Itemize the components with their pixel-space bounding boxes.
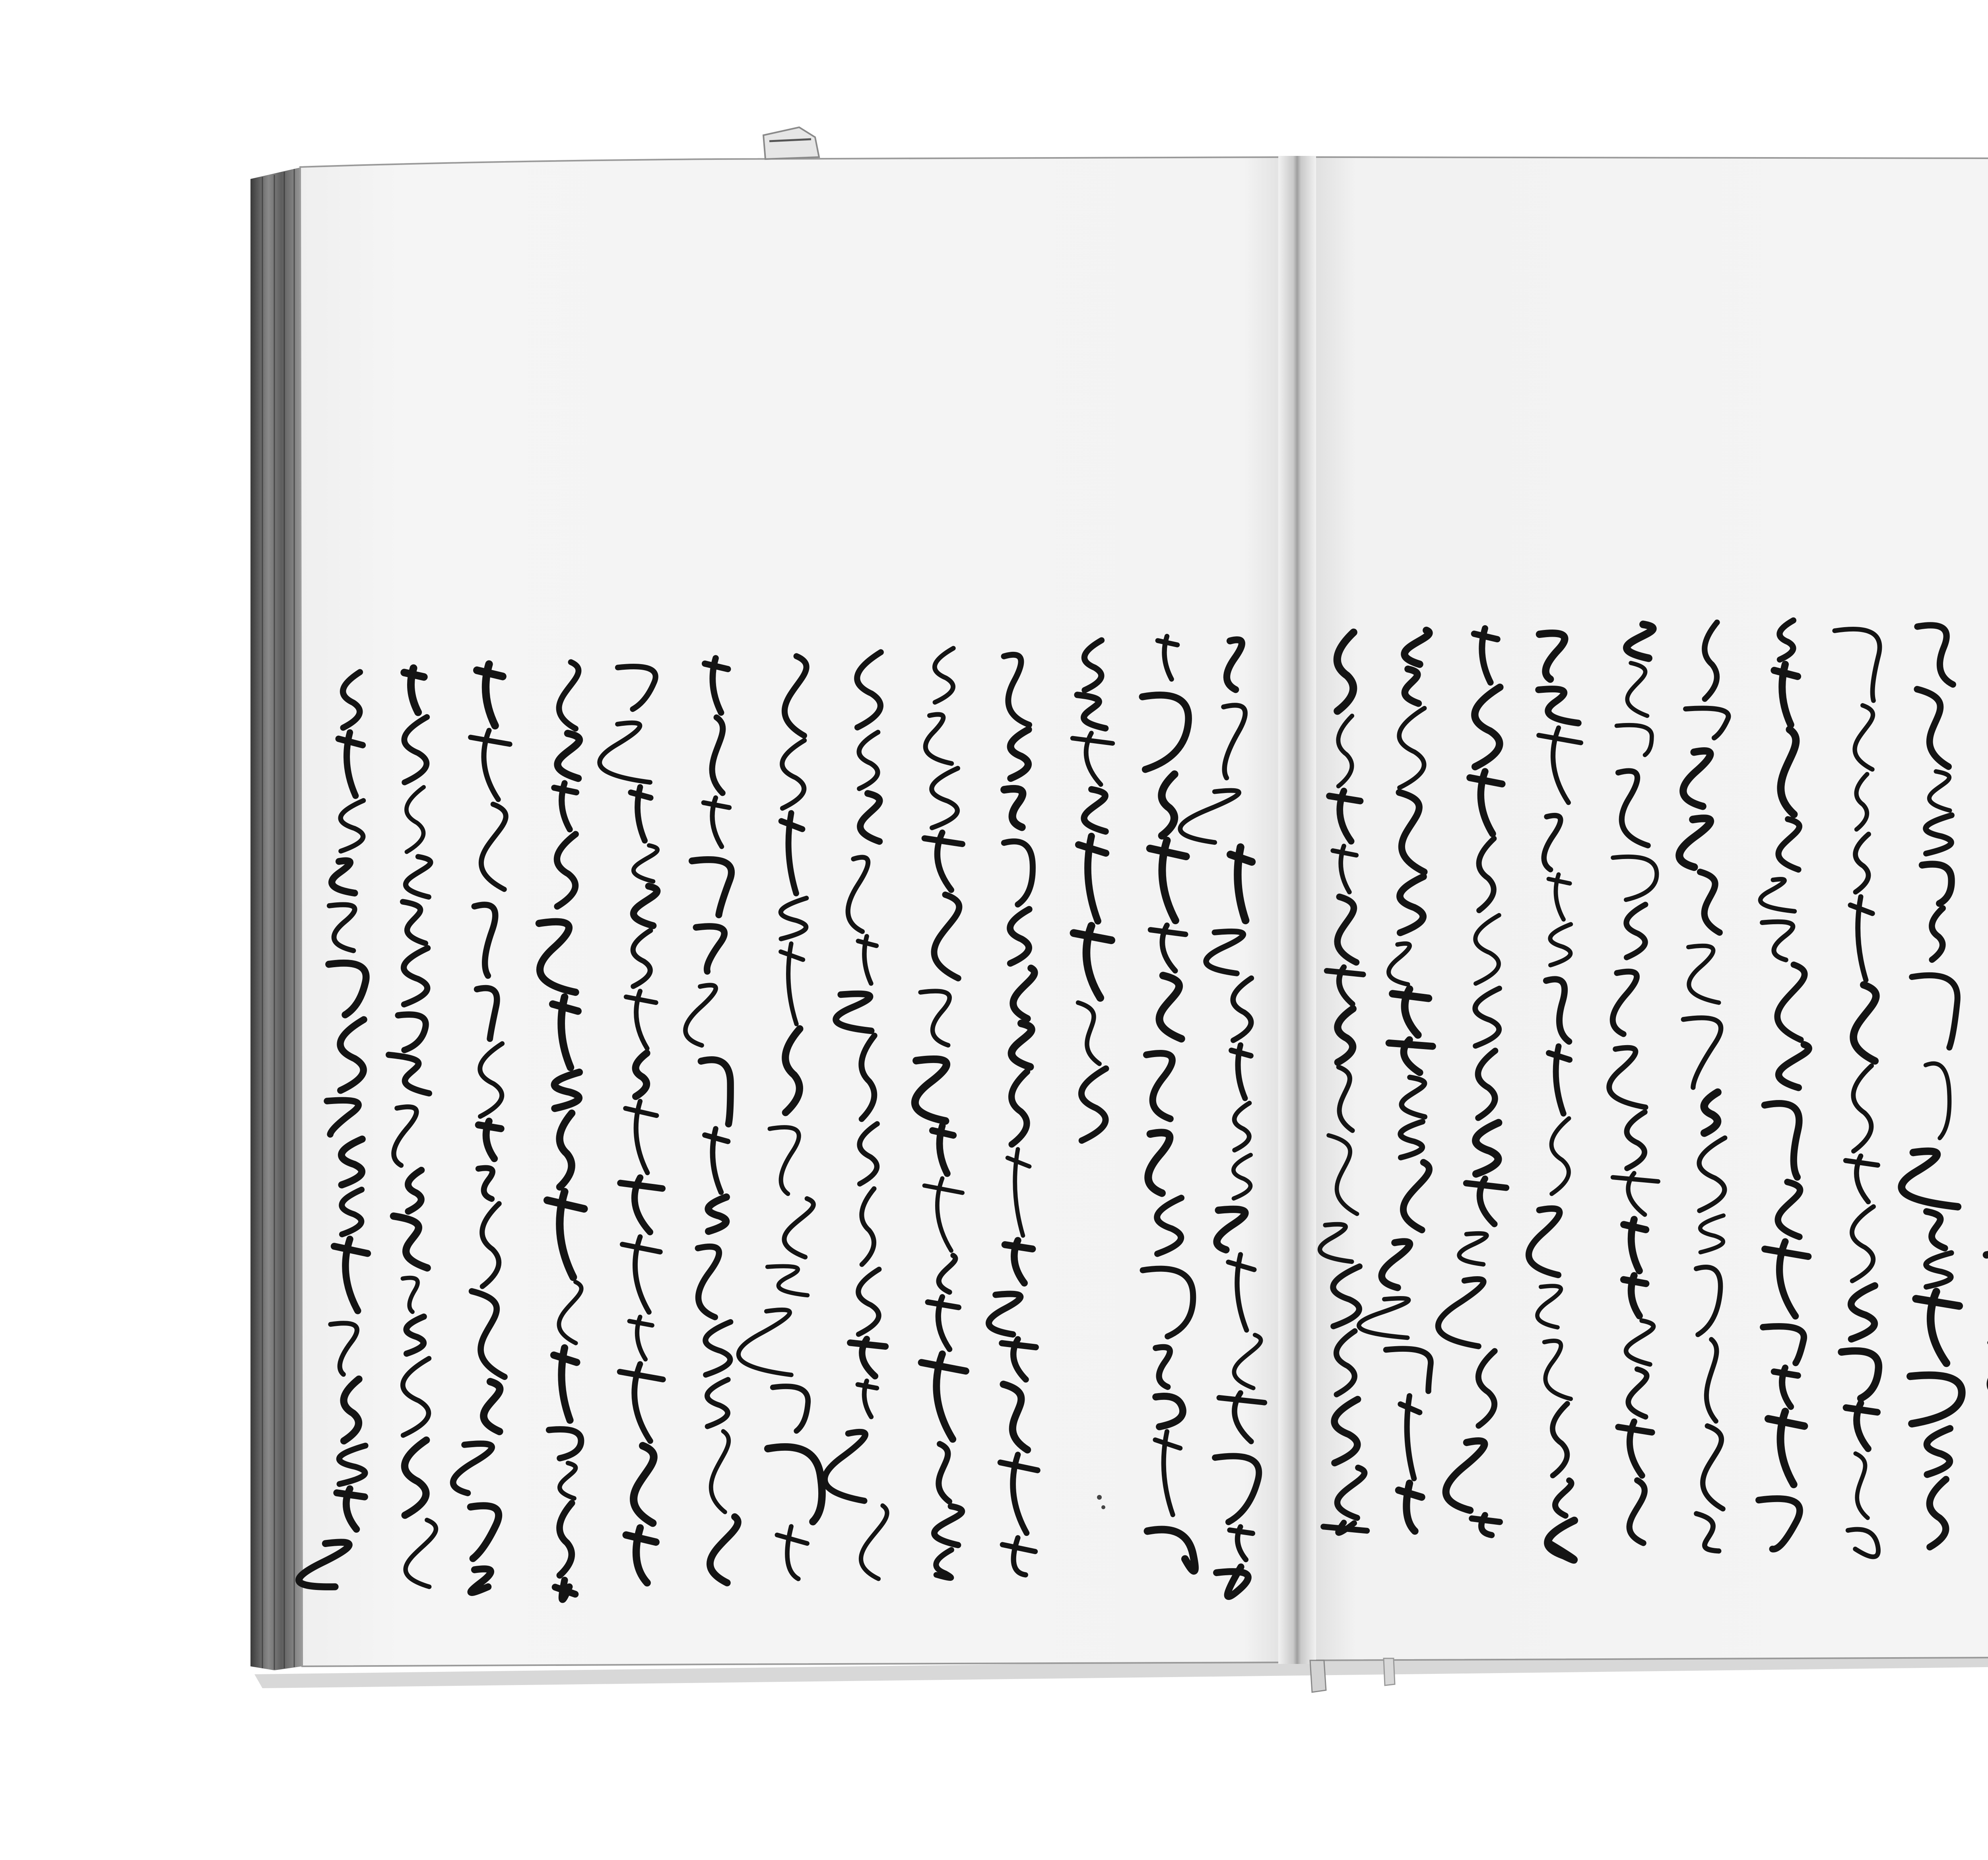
left-page	[300, 157, 1294, 1666]
bookmark-ribbon	[1384, 1658, 1395, 1685]
bookmark-ribbon	[1310, 1660, 1326, 1692]
gutter	[1278, 156, 1316, 1664]
